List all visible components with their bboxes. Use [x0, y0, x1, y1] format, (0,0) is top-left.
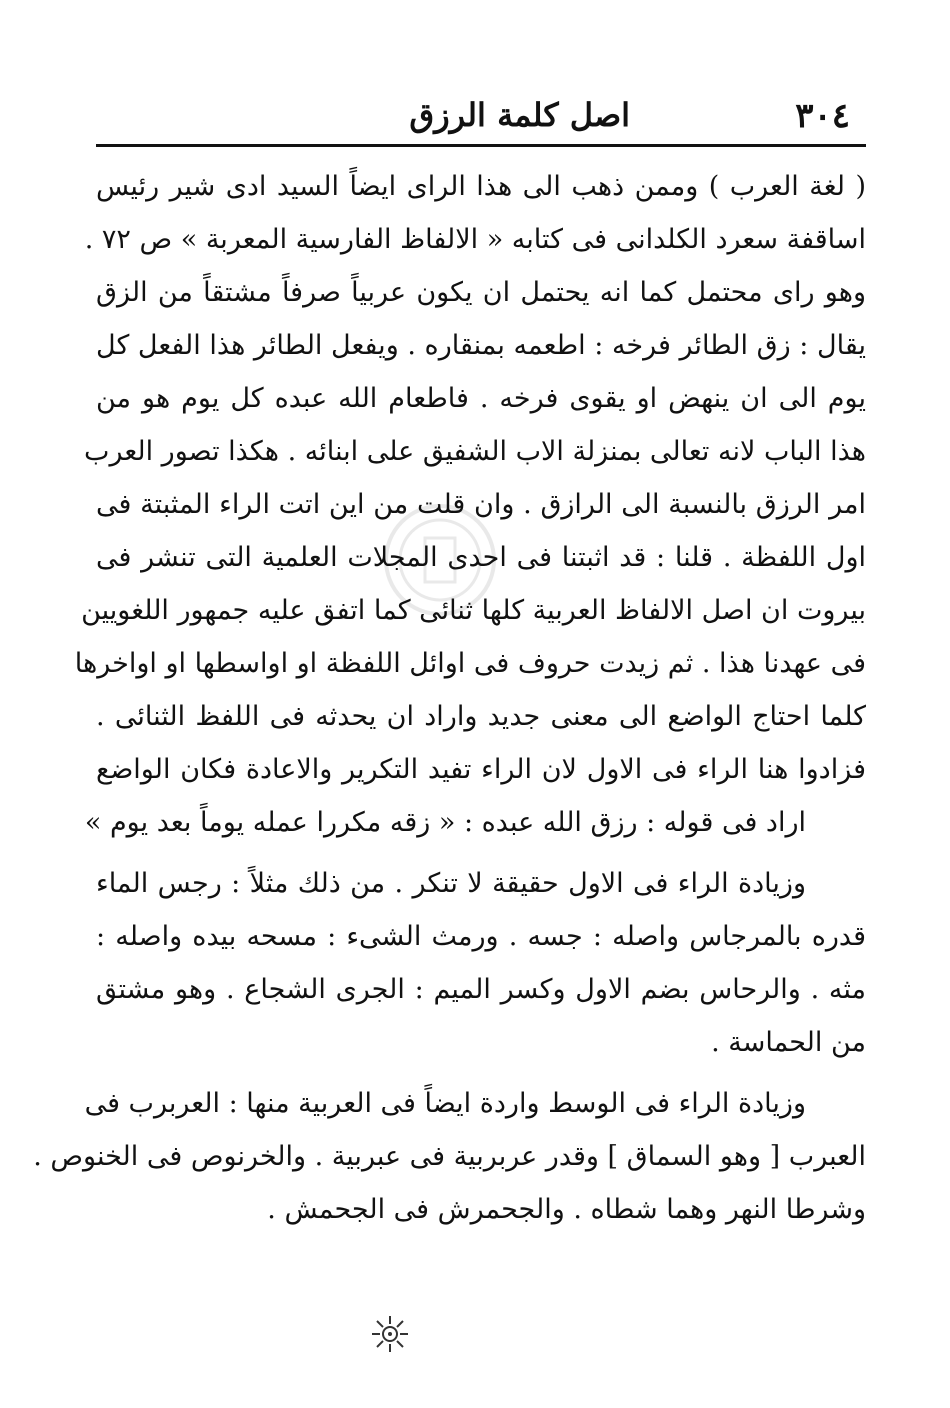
text-line: وشرطا النهر وهما شطاه . والجحمرش فى الجحمش . [267, 1194, 866, 1225]
text-line: من الحماسة . [711, 1027, 866, 1058]
body-text [33, 160, 866, 1236]
text-line: يقال : زق الطائر فرخه : اطعمه بمنقاره . ويفعل الطائر هذا الفعل كل [96, 330, 866, 361]
text-line: العبرب [ وهو السماق ] وقدر عربربية فى عبربية . والخرنوص فى الخنوص . [33, 1141, 866, 1172]
text-line: اساقفة سعرد الكلدانى فى كتابه « الالفاظ الفارسية المعربة » ص ٧٢ . [84, 224, 866, 255]
text-line: قدره بالمرجاس واصله : جسه . ورمث الشىء : مسحه بيده واصله : [96, 921, 866, 952]
text-line: يوم الى ان ينهض او يقوى فرخه . فاطعام الله عبده كل يوم هو من [96, 383, 866, 414]
text-line: اول اللفظة . قلنا : قد اثبتنا فى احدى المجلات العلمية التى تنشر فى [96, 542, 866, 573]
text-line: اراد فى قوله : رزق الله عبده : « زقه مكررا عمله يوماً بعد يوم » [84, 807, 806, 838]
text-line: كلما احتاج الواضع الى معنى جديد واراد ان يحدثه فى اللفظ الثنائى . [96, 701, 866, 732]
text-line: هذا الباب لانه تعالى بمنزلة الاب الشفيق على ابنائه . هكذا تصور العرب [84, 436, 866, 467]
paragraph-gap [96, 849, 866, 857]
header-rule [96, 144, 866, 147]
text-line: فى عهدنا هذا . ثم زيدت حروف فى اوائل اللفظة او اواسطها او اواخرها [74, 648, 866, 679]
text-line: ( لغة العرب ) وممن ذهب الى هذا الراى ايضاً السيد ادى شير رئيس [96, 171, 866, 202]
text-line: فزادوا هنا الراء فى الاول لان الراء تفيد التكرير والاعادة فكان الواضع [96, 754, 866, 785]
running-title: اصل كلمة الرزق [409, 96, 630, 134]
page-number: ٣٠٤ [795, 96, 850, 136]
text-line: وزيادة الراء فى الاول حقيقة لا تنكر . من ذلك مثلاً : رجس الماء [96, 868, 806, 899]
text-line: امر الرزق بالنسبة الى الرازق . وان قلت من اين اتت الراء المثبتة فى [96, 489, 866, 520]
text-line: بيروت ان اصل الالفاظ العربية كلها ثنائى كما اتفق عليه جمهور اللغويين [81, 595, 866, 626]
text-line: مثه . والرحاس بضم الاول وكسر الميم : الجرى الشجاع . وهو مشتق [96, 974, 866, 1005]
text-line: وهو راى محتمل كما انه يحتمل ان يكون عربياً صرفاً مشتقاً من الزق [96, 277, 866, 308]
ornament-icon [360, 1310, 420, 1358]
text-line: وزيادة الراء فى الوسط واردة ايضاً فى العربية منها : العربرب فى [84, 1088, 806, 1119]
page-header [100, 92, 860, 144]
paragraph-gap [96, 1069, 866, 1077]
